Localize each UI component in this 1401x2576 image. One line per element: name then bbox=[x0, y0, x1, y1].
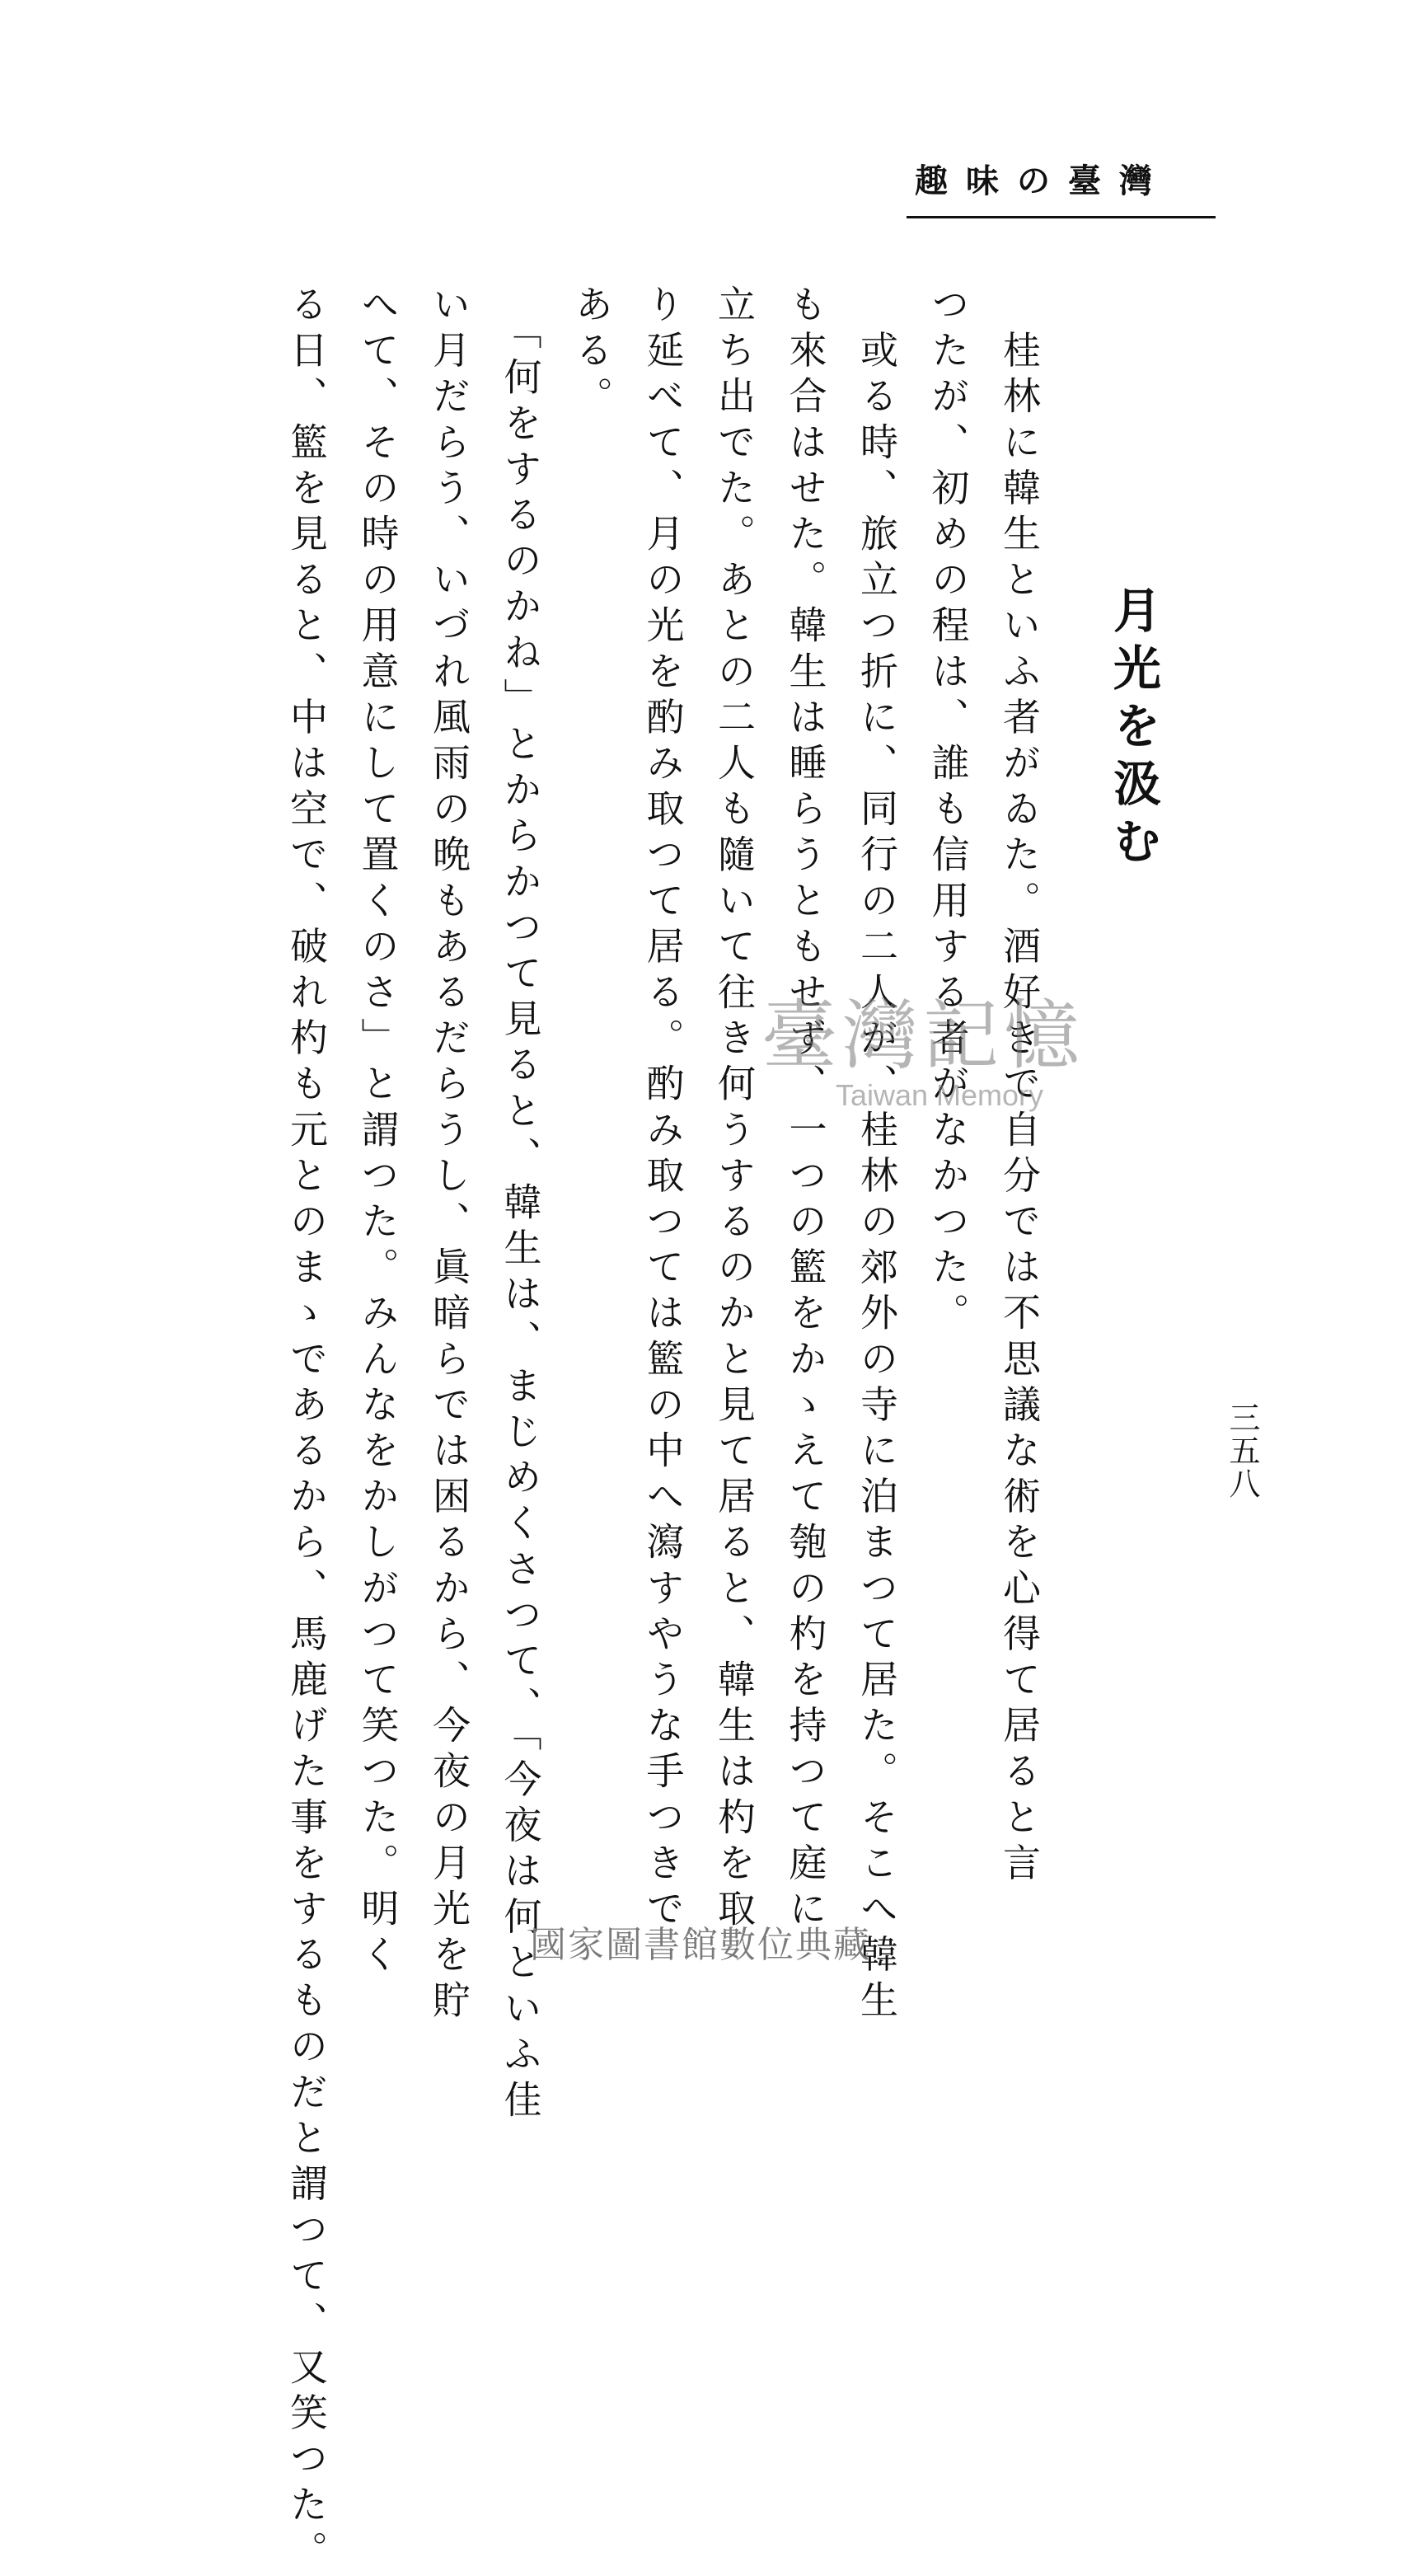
text-line: 桂林に韓生といふ者がゐた。酒好きで自分では不思議な術を心得て居ると言 bbox=[997, 330, 1042, 1889]
footer-credit: 國家圖書館數位典藏 bbox=[530, 1924, 871, 1966]
text-line: 「何をするのかね」とからかつて見ると、韓生は、まじめくさつて、「今夜は何といふ佳 bbox=[498, 330, 543, 2126]
watermark-subtitle: Taiwan Memory bbox=[835, 1078, 1044, 1112]
text-line: ある。 bbox=[569, 284, 614, 422]
running-header: 趣味の臺灣 bbox=[915, 162, 1170, 200]
text-line: へて、その時の用意にして置くのさ」と謂つた。みんなをかしがつて笑つた。明く bbox=[355, 284, 401, 1981]
text-line: 立ち出でた。あとの二人も隨いて往き何うするのかと見て居ると、韓生は杓を取 bbox=[712, 284, 757, 1935]
paragraph-3 bbox=[271, 284, 556, 2576]
page-number: 三五八 bbox=[1224, 1401, 1260, 1500]
text-line: つたが、初めの程は、誰も信用する者がなかつた。 bbox=[925, 284, 971, 1339]
watermark-title: 臺灣記憶 bbox=[761, 992, 1085, 1080]
text-line: も來合はせた。韓生は睡らうともせず、一つの籃をかゝえて匏の杓を持つて庭に bbox=[783, 284, 828, 1935]
paragraph-1 bbox=[912, 284, 1055, 1889]
text-line: る日、籃を見ると、中は空で、破れ杓も元とのまゝであるから、馬鹿げた事をするものだと謂つて、又笑つた。 bbox=[284, 284, 329, 2576]
text-line: 或る時、旅立つ折に、同行の二人が、桂林の郊外の寺に泊まつて居た。そこへ韓生 bbox=[855, 330, 899, 2026]
text-line: い月だらう、いづれ風雨の晩もあるだらうし、眞暗らでは困るから、今夜の月光を貯 bbox=[427, 284, 471, 2026]
article-title: 月光を汲む bbox=[1105, 585, 1161, 874]
text-line: り延べて、月の光を酌み取つて居る。酌み取つては籃の中へ瀉すやうな手つきで bbox=[640, 284, 686, 1935]
header-rule bbox=[907, 216, 1216, 218]
